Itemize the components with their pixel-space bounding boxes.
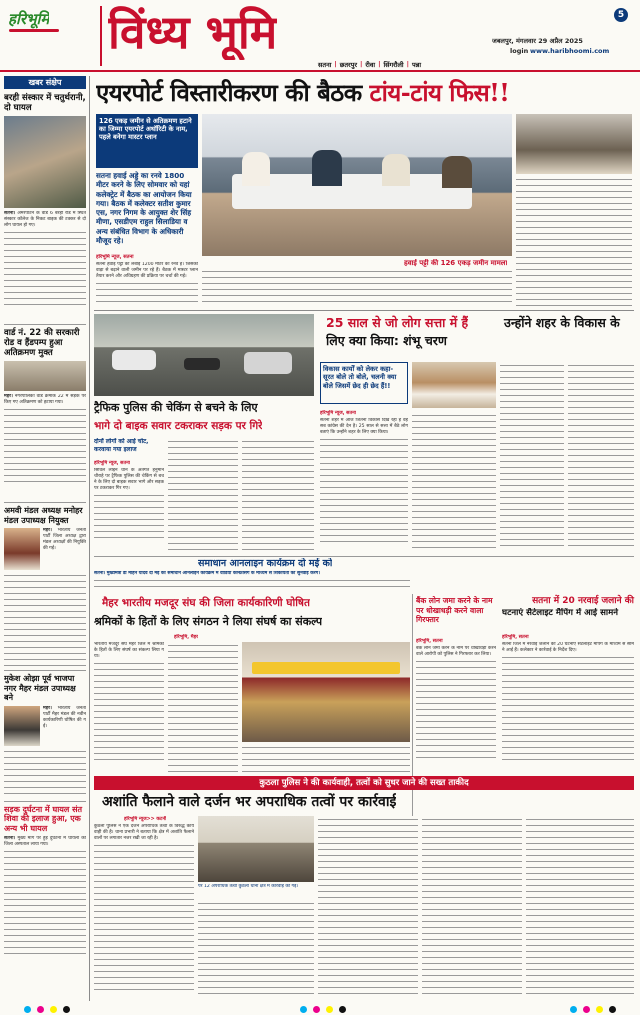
union-headline-red: मैहर भारतीय मजदूर संघ की जिला कार्यकारिणी घोषित [102, 597, 310, 609]
airport-deck: सतना हवाई अड्डे का रनवे 1800 मीटर करने के लिए सोमवार को यहां कलेक्ट्रेट में बैठक का आयोजन किया गया। बैठक में कलेक्टर सतीश कुमार एस, नगर निगम के आयुक्त शेर सिंह मीणा, एसडीएम राहुल सिलाडिया व अन्य संबंधित विभाग के अधिकारी मौजूद रहे। [96, 171, 192, 246]
traffic-headline-black: ट्रैफिक पुलिस की चेकिंग से बचने के लिए [94, 401, 258, 414]
notice-title: समाधान आनलाइन कार्यक्रम दो मई को [198, 558, 333, 569]
story-airport [94, 76, 634, 308]
airport-headline-black: एयरपोर्ट विस्तारीकरण की बैठक [96, 78, 362, 107]
masthead-separator [100, 6, 102, 66]
notice-body-text: सतना। मुख्यमंत्री डॉ मोहन यादव दो मई को समाधान ऑनलाइन कार्यक्रम में वीडियो कॉन्फ्रेंसिंग के माध्यम से शिकायतों की सुनवाई करेंगे। [94, 571, 320, 576]
sidebar-item-lead: भारतीय जनता पार्टी मैहर मंडल की नवीन कार्यकारिणी घोषित की गई। [43, 705, 86, 729]
shambhu-headline-black: उन्होंने शहर के विकास के लिए क्या किया: शंभू चरण [326, 315, 620, 348]
brand-swoosh [9, 29, 59, 32]
airport-subhead: हवाई पट्टी की 126 एकड़ जमीन मामला [404, 259, 508, 267]
sidebar-item [4, 93, 86, 321]
traffic-body-col3 [242, 438, 314, 550]
bank-body [416, 646, 496, 772]
map-headline-red: सतना में 20 नरवाई जलाने की [532, 596, 634, 606]
map-body [502, 642, 634, 772]
kutana-headline: अशांति फैलाने वाले दर्जन भर अपराधिक तत्वों पर कार्रवाई [102, 794, 397, 810]
page-number: 5 [614, 8, 628, 22]
union-byline: हरिभूमि, मैहर [174, 635, 199, 640]
sidebar-item-headline: सड़क दुर्घटना में घायल संत शिवा की इलाज हुआ, एक अन्य भी घायल [4, 804, 83, 833]
brand-logo: हरिभूमि [8, 10, 50, 28]
airport-headline-red: टांय-टांय फिस!! [369, 78, 510, 107]
airport-officials-photo [516, 114, 632, 174]
login-link[interactable]: login [510, 47, 529, 55]
kutana-body-text: कुठला पुलिस ने एक दर्जन अपराधिक तत्वों के विरुद्ध कार्यवाही की है। थाना प्रभारी ने बताया कि क्षेत्र में अशांति फैलाने वालों पर लगातार नजर रखी जा रही है। [94, 824, 194, 841]
website-link[interactable]: www.haribhoomi.com [530, 47, 610, 55]
dateline: जबलपुर, मंगलवार 29 अप्रैल 2025 [492, 37, 583, 45]
footer-registration-bar [0, 1004, 640, 1015]
region-rewa: रीवा [365, 61, 376, 69]
sidebar-item-dateline: मैहर। [43, 528, 52, 533]
shambhu-body-col2 [412, 412, 496, 550]
sidebar-heading: खबर संक्षेप [4, 76, 86, 89]
sidebar-item-text [43, 528, 86, 570]
shambhu-body-col3 [500, 362, 564, 550]
kutana-banner: कुठला पुलिस ने की कार्यवाही, तत्वों को सुधर जाने की सख्त ताकीद [94, 776, 634, 790]
airport-meeting-photo [202, 114, 512, 256]
airport-body-text: सतना हवाई पट्टी की लंबाई 1200 मीटर का रनवे है। जिसको वाड़ा से बढ़ाने वाली जमीन पर रहे हैं। बैठक में मास्टर प्लान तैयार करने और अधिग्रहण की प्रक्रिया पर चर्चा की गई। [96, 262, 198, 279]
traffic-body-col1 [94, 468, 164, 550]
airport-kicker: 126 एकड़ जमीन से अतिक्रमण हटाने का जिम्मा एयरपोर्ट अथॉरिटी के नाम, पहले बनेगा मास्टर प्लान [96, 114, 198, 168]
traffic-accident-photo [94, 314, 314, 396]
shambhu-body-text: सतना शहर में आज जितना विकास दिख रहा है वह सब कांग्रेस की देन है। 25 साल से सत्ता में बैठे लोग बताएं कि उन्होंने शहर के लिए क्या किया। [320, 418, 408, 435]
traffic-subhead: दोनों लोगों को आई चोट, करवाया गया इलाज [94, 438, 149, 453]
shambhu-subhead: विकास कार्यों को लेकर कहा- सूरत बोले तो बोले, चलनी क्या बोले जिसमें छेद ही छेद हैं!! [320, 362, 408, 404]
story-kutana [94, 776, 634, 1001]
airport-body-left [96, 262, 198, 306]
kutana-body-col4 [422, 816, 522, 999]
map-headline-black: घटनाएं सैटेलाइट मैपिंग में आई सामने [502, 608, 619, 618]
region-panna: पन्ना [411, 61, 422, 69]
sidebar-item-headline: अमवी मंडल अध्यक्ष मनोहर मंडल उपाध्यक्ष नियुक्त [4, 506, 83, 525]
masthead-bottom-rule [0, 70, 640, 72]
kutana-body-col3 [318, 816, 418, 999]
shambhu-headline-red: 25 साल से जो लोग सत्ता में हैं [326, 315, 469, 330]
kutana-body-col5 [526, 816, 634, 999]
shambhu-portrait-photo [412, 362, 496, 408]
sidebar-divider [89, 76, 90, 1001]
region-satna: सतना [318, 61, 332, 69]
map-byline: हरिभूमि, सतना [502, 635, 529, 640]
bank-headline: बैंक लोन जमा करने के नाम पर धोखाधड़ी करने वाला गिरफ्तार [416, 596, 493, 625]
sidebar-item-lead: अमरपाटन के वार्ड 6 बरही रोड में स्थित संस्कार कॉलेज के निकट बाइक की टक्कर से दो लोग घायल हो गए। [4, 211, 86, 228]
sidebar [4, 76, 86, 1001]
kutana-byline: हरिभूमि न्यूज>> कटनी [124, 817, 167, 822]
sidebar-item-lead: नगरपालिका वार्ड क्रमांक 22 में सड़क पर किए गए अतिक्रमण को हटाया गया। [4, 394, 86, 405]
notice-box [94, 556, 634, 594]
sidebar-item-text [43, 706, 86, 746]
airport-body-columns [202, 268, 512, 306]
masthead [0, 0, 640, 70]
kutana-suspects-photo [198, 816, 314, 882]
sidebar-item-headline: बरही संस्कार में चतुर्थरानी, दो घायल [4, 93, 86, 113]
story-shambhu [320, 314, 634, 554]
shambhu-byline: हरिभूमि न्यूज, सतना [320, 411, 357, 416]
page-title: विंध्य भूमि [108, 5, 278, 59]
sidebar-item-headline: मुकेश ओझा पूर्व भाजपा नगर मैहर मंडल उपाध्यक्ष बने [4, 674, 76, 702]
union-body-text: भारतीय मजदूर संघ मैहर जिले में श्रमिकों के हितों के लिए संघर्ष का संकल्प लिया गया। [94, 642, 164, 659]
sidebar-item-continuation [4, 572, 86, 667]
sidebar-photo [4, 361, 86, 391]
sidebar-item-lead: भारतीय जनता पार्टी जिला अध्यक्ष द्वारा मंडल अध्यक्षों की नियुक्ति की गई। [43, 528, 86, 551]
story-traffic [94, 314, 314, 554]
sidebar-item-lead: मुख्य मार्ग पर हुई दुर्घटना में घायलों को जिला अस्पताल लाया गया। [4, 836, 86, 847]
sidebar-item [4, 328, 86, 499]
notice-body [94, 571, 410, 593]
map-body-text: सतना जिले में नरवाई जलाने की 20 घटनाएं सैटेलाइट मैपिंग के माध्यम से सामने आई हैं। कलेक्टर ने कार्रवाई के निर्देश दिए। [502, 642, 634, 653]
sidebar-item [4, 674, 86, 798]
sidebar-item-text [4, 394, 86, 499]
kutana-caption: पर 12 अपराधिक तत्वों कुठला थाना क्षेत्र में कार्रवाई की गई। [198, 884, 299, 889]
sidebar-item-dateline: सतना। [4, 211, 16, 216]
union-group-photo [242, 642, 410, 742]
section-divider [94, 310, 634, 311]
traffic-body-col2 [168, 438, 238, 550]
sidebar-item [4, 506, 86, 667]
sidebar-item-text [4, 211, 86, 321]
airport-headline [96, 76, 509, 110]
bank-body-text: बैंक लोन जमा करने के नाम पर धोखाधड़ी करने वाले आरोपी को पुलिस ने गिरफ्तार कर लिया। [416, 646, 496, 657]
union-headline-black: श्रमिकों के हितों के लिए संगठन ने लिया संघर्ष का संकल्प [94, 615, 323, 628]
sidebar-item-text [4, 836, 86, 966]
sidebar-item-dateline: मैहर। [4, 394, 13, 399]
portrait-photo [4, 528, 40, 570]
airport-body-right [516, 176, 632, 306]
sidebar-item-dateline: सतना। [4, 836, 16, 841]
sidebar-item [4, 805, 86, 967]
airport-byline: हरिभूमि न्यूज, सतना [96, 254, 134, 260]
region-bar: सतना | छतरपुर | रीवा | सिंगरौली | पन्ना [318, 60, 422, 69]
shambhu-body-col4 [568, 362, 634, 550]
traffic-byline: हरिभूमि न्यूज, सतना [94, 461, 131, 466]
sidebar-item-headline: वार्ड नं. 22 की सरकारी रोड व हैंडपम्प हुआ अतिक्रमण मुक्त [4, 328, 80, 358]
union-body-bottom [242, 744, 410, 772]
traffic-body-text: सिविल लाइन थाने के अंतर्गत हनुमान चौराहे पर ट्रैफिक पुलिस की चेकिंग से बचने के लिए दो बाइक सवार भागे और सड़क पर टकराकर गिर गए। [94, 468, 164, 491]
union-body-col2 [168, 642, 238, 772]
sidebar-photo [4, 116, 86, 208]
sidebar-item-dateline: मैहर। [43, 705, 52, 711]
portrait-photo [4, 706, 40, 746]
region-chhatarpur: छतरपुर [339, 61, 358, 69]
union-body-col1 [94, 642, 164, 772]
shambhu-body-col1 [320, 418, 408, 550]
traffic-headline-red: भागे दो बाइक सवार टकराकर सड़क पर गिरे [94, 420, 263, 432]
sidebar-item-continuation [4, 748, 86, 798]
bank-byline: हरिभूमि, सतना [416, 639, 443, 644]
kutana-body-col2 [198, 900, 314, 999]
region-singrauli: सिंगरौली [383, 61, 404, 69]
kutana-body-col1 [94, 824, 194, 999]
